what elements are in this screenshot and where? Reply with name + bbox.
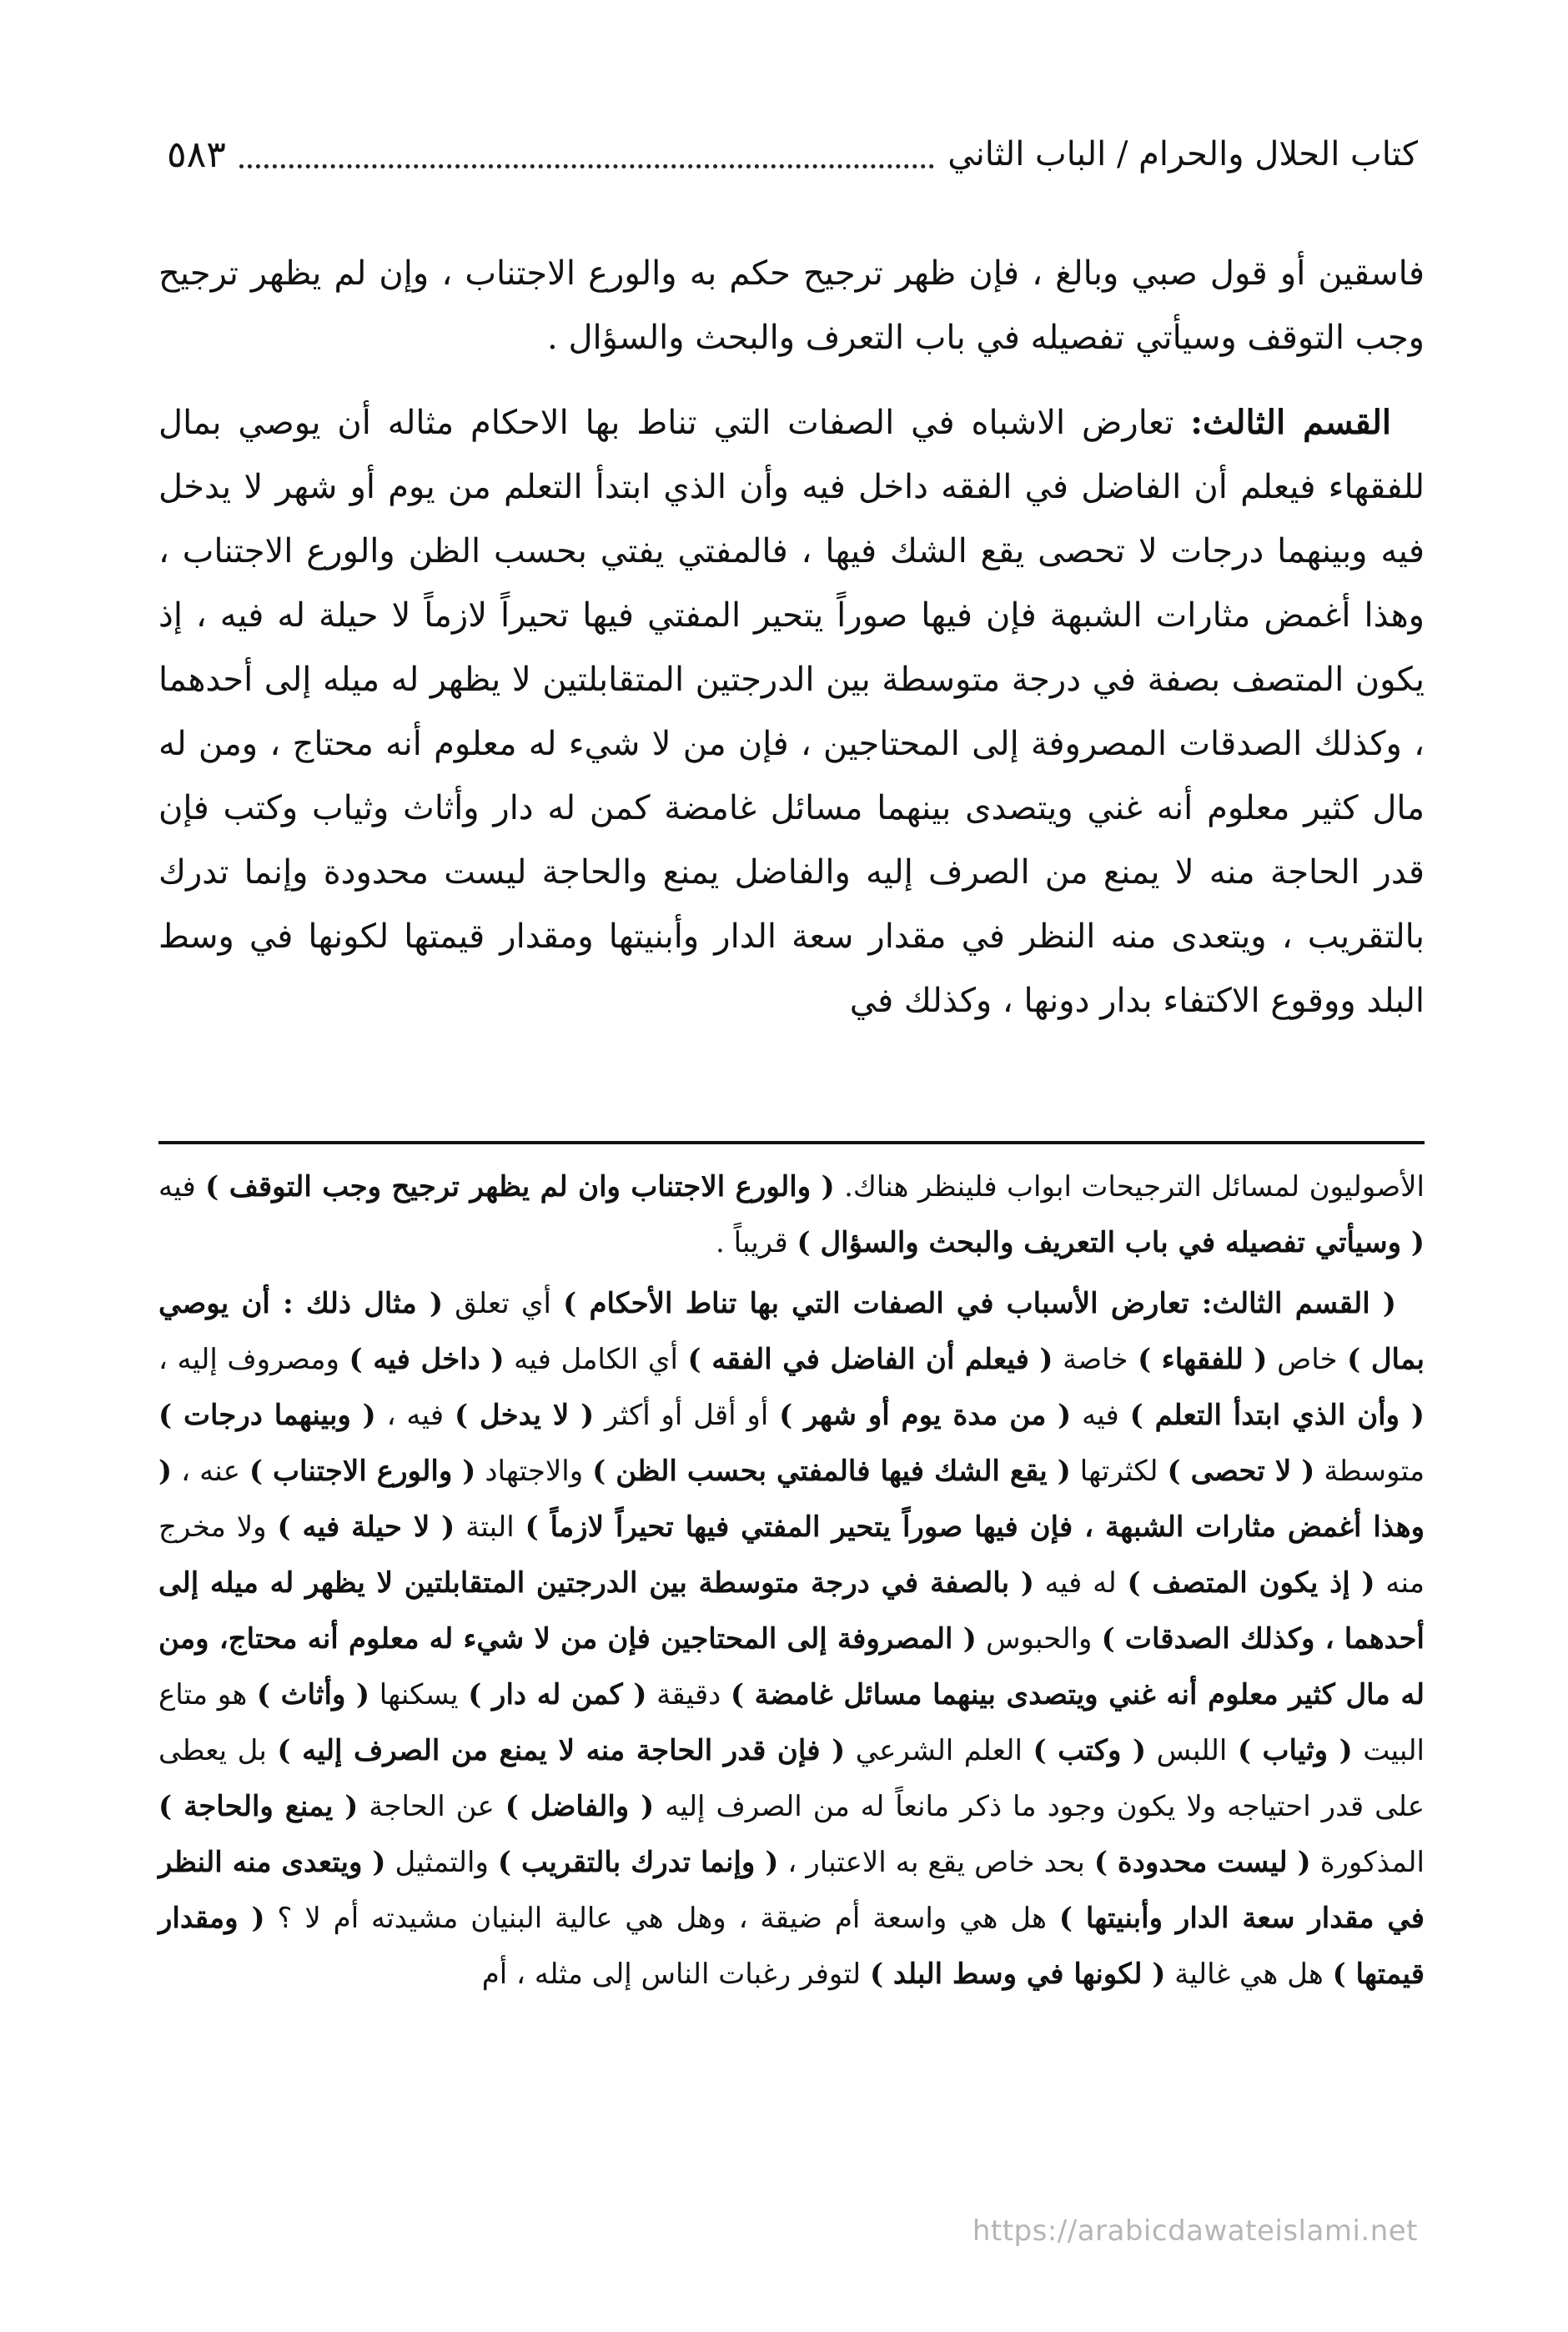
commentary-quoted-text: ( فيعلم أن الفاضل في الفقه ) — [687, 1343, 1053, 1376]
commentary-gloss-text: له فيه — [1033, 1566, 1128, 1600]
commentary-quoted-text: ( القسم الثالث: تعارض الأسباب في الصفات التي بها تناط الأحكام ) — [563, 1287, 1396, 1320]
commentary-gloss-text: فيه — [1071, 1399, 1130, 1432]
section-label: القسم الثالث: — [1190, 403, 1392, 442]
commentary-gloss-text: البتة — [455, 1510, 525, 1544]
commentary-gloss-text: متوسطة — [1314, 1455, 1425, 1488]
commentary-quoted-text: ( ومقدار قيمتها ) — [158, 1902, 1425, 1991]
commentary-gloss-text: هل هي غالية — [1165, 1958, 1333, 1991]
commentary-gloss-text: بحد خاص يقع به الاعتبار ، — [778, 1846, 1094, 1879]
commentary-quoted-text: ( يمنع والحاجة ) — [158, 1790, 359, 1823]
commentary-quoted-text: ( والورع الاجتناب ) — [249, 1455, 476, 1488]
header-dot-leader — [239, 164, 934, 168]
commentary-gloss-text: الأصوليون لمسائل الترجيحات ابواب فلينظر هناك. — [834, 1170, 1425, 1204]
commentary-gloss-text: والاجتهاد — [475, 1455, 593, 1488]
commentary-quoted-text: ( لا تحصى ) — [1167, 1455, 1315, 1488]
commentary-quoted-text: ( وإنما تدرك بالتقريب ) — [497, 1846, 779, 1879]
page-number: ٥٨٣ — [167, 133, 226, 176]
commentary-quoted-text: ( وكتب ) — [1033, 1734, 1147, 1767]
commentary-quoted-text: ( ويتعدى منه النظر في مقدار سعة الدار وأبنيتها ) — [158, 1846, 1425, 1935]
commentary-gloss-text: فيه ، — [375, 1399, 455, 1432]
commentary-quoted-text: ( ليست محدودة ) — [1093, 1846, 1311, 1879]
commentary-quoted-text: ( وبينهما درجات ) — [158, 1399, 376, 1432]
commentary-gloss-text: بل يعطى على قدر احتياجه ولا يكون وجود ما ذكر مانعاً له من الصرف إليه — [158, 1734, 1425, 1823]
main-text — [158, 242, 1425, 1033]
commentary-gloss-text: اللبس — [1146, 1734, 1238, 1767]
book-chapter-title: كتاب الحلال والحرام / الباب الثاني — [947, 135, 1418, 173]
footnote-separator — [158, 1141, 1425, 1144]
commentary-quoted-text: ( المصروفة إلى المحتاجين فإن من لا شيء له معلوم أنه محتاج، ومن له مال كثير معلوم أنه غني ويتصدى بينهما مسائل غامضة ) — [158, 1622, 1425, 1711]
commentary-quoted-text: ( لكونها في وسط البلد ) — [869, 1958, 1166, 1991]
commentary-quoted-text: ( وثياب ) — [1237, 1734, 1353, 1767]
commentary-gloss-text: هل هي واسعة أم ضيقة ، وهل هي عالية البنيان مشيدته أم لا ؟ — [264, 1902, 1059, 1935]
commentary-quoted-text: ( لا حيلة فيه ) — [277, 1510, 455, 1544]
commentary-gloss-text: عن الحاجة — [358, 1790, 505, 1823]
running-header — [167, 125, 1418, 183]
commentary-quoted-text: ( وأن الذي ابتدأ التعلم ) — [1129, 1399, 1425, 1432]
commentary-quoted-text: ( من مدة يوم أو شهر ) — [779, 1399, 1072, 1432]
commentary-gloss-text: والحبوس — [976, 1622, 1102, 1656]
watermark-url: https://arabicdawateislami.net — [972, 2214, 1418, 2248]
commentary-quoted-text: ( داخل فيه ) — [349, 1343, 505, 1376]
commentary-gloss-text: لتوفر رغبات الناس إلى مثله ، أم — [481, 1958, 870, 1991]
commentary-gloss-text: والتمثيل — [385, 1846, 498, 1879]
commentary-gloss-text: ولا مخرج منه — [158, 1510, 1425, 1600]
commentary-gloss-text: هو متاع البيت — [158, 1678, 1425, 1767]
commentary-quoted-text: ( مثال ذلك : أن يوصي بمال ) — [158, 1287, 1425, 1376]
commentary-quoted-text: ( فإن قدر الحاجة منه لا يمنع من الصرف إليه ) — [277, 1734, 846, 1767]
commentary-quoted-text: ( وأثاث ) — [256, 1678, 370, 1711]
commentary-gloss-text: خاص — [1267, 1343, 1348, 1376]
main-paragraph-2 — [158, 390, 1425, 1033]
commentary-gloss-text: المذكورة — [1310, 1846, 1425, 1879]
commentary-paragraph-2 — [158, 1276, 1425, 2003]
commentary-gloss-text: أي الكامل فيه — [504, 1343, 688, 1376]
commentary-gloss-text: أي تعلق — [443, 1287, 564, 1320]
commentary-quoted-text: ( كمن له دار ) — [468, 1678, 647, 1711]
commentary-paragraph-1 — [158, 1159, 1425, 1271]
main-paragraph-1: فاسقين أو قول صبي وبالغ ، فإن ظهر ترجيح حكم به والورع الاجتناب ، وإن لم يظهر ترجيح وجب التوقف وسيأتي تفصيله في باب التعرف والبحث والسؤال . — [158, 254, 1425, 357]
commentary-quoted-text: ( والفاضل ) — [505, 1790, 655, 1823]
commentary — [158, 1159, 1425, 2003]
commentary-gloss-text: أو أقل أو أكثر — [594, 1399, 780, 1432]
commentary-gloss-text: عنه ، — [172, 1455, 249, 1488]
commentary-gloss-text: دقيقة — [646, 1678, 731, 1711]
commentary-gloss-text: قريباً . — [715, 1226, 797, 1259]
commentary-quoted-text: ( يقع الشك فيها فالمفتي بحسب الظن ) — [592, 1455, 1071, 1488]
commentary-gloss-text: لكثرتها — [1070, 1455, 1168, 1488]
commentary-gloss-text: يسكنها — [369, 1678, 469, 1711]
commentary-quoted-text: ( وهذا أغمض مثارات الشبهة ، فإن فيها صوراً يتحير المفتي فيها تحيراً لازماً ) — [158, 1455, 1425, 1544]
commentary-gloss-text: خاصة — [1053, 1343, 1138, 1376]
commentary-gloss-text: ومصروف إليه ، — [158, 1343, 349, 1376]
commentary-quoted-text: ( إذ يكون المتصف ) — [1127, 1566, 1375, 1600]
commentary-quoted-text: ( لا يدخل ) — [454, 1399, 595, 1432]
commentary-quoted-text: ( للفقهاء ) — [1138, 1343, 1268, 1376]
commentary-quoted-text: ( والورع الاجتناب وان لم يظهر ترجيح وجب التوقف ) — [205, 1170, 835, 1204]
commentary-quoted-text: ( وسيأتي تفصيله في باب التعريف والبحث والسؤال ) — [797, 1226, 1425, 1259]
main-paragraph-2-text: تعارض الاشباه في الصفات التي تناط بها الاحكام مثاله أن يوصي بمال للفقهاء فيعلم أن الفاضل في الفقه داخل فيه وأن الذي ابتدأ التعلم من يوم أو شهر لا يدخل فيه وبينهما درجات لا تحصى يقع الشك فيها ، فالمفتي يفتي بحسب الظن والورع الاجتناب ، وهذا أغمض مثارات الشبهة فإن فيها صوراً يتحير المفتي فيها تحيراً لازماً لا حيلة له فيه ، إذ يكون المتصف بصفة في درجة متوسطة بين الدرجتين المتقابلتين لا يظهر له ميله إلى أحدهما ، وكذلك الصدقات المصروفة إلى المحتاجين ، فإن من لا شيء له معلوم أنه محتاج ، ومن له مال كثير معلوم أنه غني ويتصدى بينهما مسائل غامضة كمن له دار وأثاث وثياب وكتب فإن قدر الحاجة منه لا يمنع من الصرف إليه والفاضل يمنع والحاجة ليست محدودة وإنما تدرك بالتقريب ، ويتعدى منه النظر في مقدار سعة الدار وأبنيتها ومقدار قيمتها لكونها في وسط البلد ووقوع الاكتفاء بدار دونها ، وكذلك في — [158, 404, 1425, 1020]
commentary-gloss-text: فيه — [158, 1170, 206, 1204]
commentary-gloss-text: العلم الشرعي — [845, 1734, 1033, 1767]
commentary-quoted-text: ( بالصفة في درجة متوسطة بين الدرجتين المتقابلتين لا يظهر له ميله إلى أحدهما ، وكذلك الصدقات ) — [158, 1566, 1425, 1656]
